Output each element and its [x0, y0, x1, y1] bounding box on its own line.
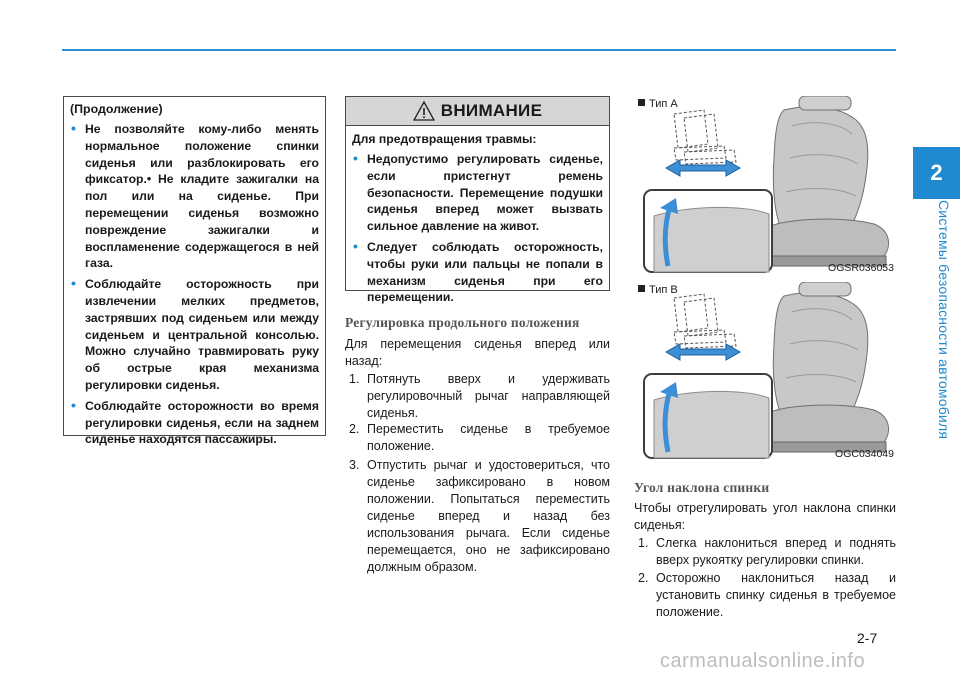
image-label-b: Тип B [638, 284, 678, 296]
warning-title: ВНИМАНИЕ [440, 101, 543, 120]
page-number: 2-7 [857, 630, 878, 646]
seat-illustration [634, 96, 896, 276]
warning-lead: Для предотвращения травмы: [352, 132, 537, 146]
bullet-icon: • [353, 237, 358, 254]
longitudinal-step: 2. Переместить сиденье в требуемое положение. [349, 422, 610, 453]
caution-bullet: • Соблюдайте осторожность при извлечении мелких предметов, застрявших под сиденьем или между сиденьем и центральной консолью. Можно случайно травмировать руку об острые края механизма регулировки сиденья. [71, 275, 319, 392]
continued-label: (Продолжение) [70, 102, 163, 116]
longitudinal-intro: Для перемещения сиденья вперед или назад: [345, 337, 610, 368]
chapter-title: Системы безопасности автомобиля [936, 200, 952, 440]
bullet-icon: • [71, 275, 76, 292]
square-bullet-icon [638, 285, 645, 292]
bullet-icon: • [71, 396, 76, 413]
recline-intro: Чтобы отрегулировать угол наклона спинки сиденья: [634, 501, 896, 532]
continued-caution-box [63, 96, 326, 447]
seat-image-type-b [634, 282, 896, 462]
warning-bullet: • Недопустимо регулировать сиденье, если пристегнут ремень безопасности. Перемещение подушки сиденья вперед может вызвать сильное давление на живот. [353, 150, 603, 234]
seat-image-type-a [634, 96, 896, 276]
recline-step: 2. Осторожно наклониться назад и установить спинку сиденья в требуемое положение. [638, 571, 896, 619]
section-title-recline: Угол наклона спинки [634, 480, 770, 495]
bullet-icon: • [71, 120, 76, 136]
chapter-tab: 2 [913, 147, 960, 199]
longitudinal-step: 3. Отпустить рычаг и удостовериться, что сиденье зафиксировано в новом положении. Попытаться переместить сиденье вперед и назад без использования рычага. Если сиденье перемещается, оно не зафиксировано должным образом. [349, 458, 610, 574]
top-rule [62, 49, 896, 51]
warning-triangle-icon [413, 101, 435, 121]
image-code-b: OGC034049 [835, 448, 894, 460]
longitudinal-step: 1. Потянуть вверх и удерживать регулировочный рычаг направляющей сиденья. [349, 372, 610, 420]
seat-illustration [634, 282, 896, 462]
recline-step: 1. Слегка наклониться вперед и поднять вверх рукоятку регулировки спинки. [638, 536, 896, 567]
warning-bullet: • Следует соблюдать осторожность, чтобы руки или пальцы не попали в механизм сиденья при его перемещении. [353, 237, 603, 305]
caution-bullet: • Соблюдайте осторожности во время регулировки сиденья, если на заднем сиденье находятся пассажиры. [71, 396, 319, 447]
image-label-a: Тип A [638, 98, 678, 110]
square-bullet-icon [638, 99, 645, 106]
watermark: carmanualsonline.info [660, 650, 866, 672]
image-code-a: OGSR036053 [828, 262, 894, 274]
warning-header [346, 97, 609, 126]
caution-bullet: • Не позволяйте кому-либо менять нормальное положение спинки сиденья или разблокировать его фиксатор.• Не кладите зажигалки на пол или на сиденье. При перемещении сиденья возможно повреждение зажигалки и воспламенение содержащегося в ней газа. [71, 120, 319, 271]
warning-box [345, 96, 610, 305]
section-title-longitudinal: Регулировка продольного положения [345, 315, 580, 330]
bullet-icon: • [353, 150, 358, 166]
